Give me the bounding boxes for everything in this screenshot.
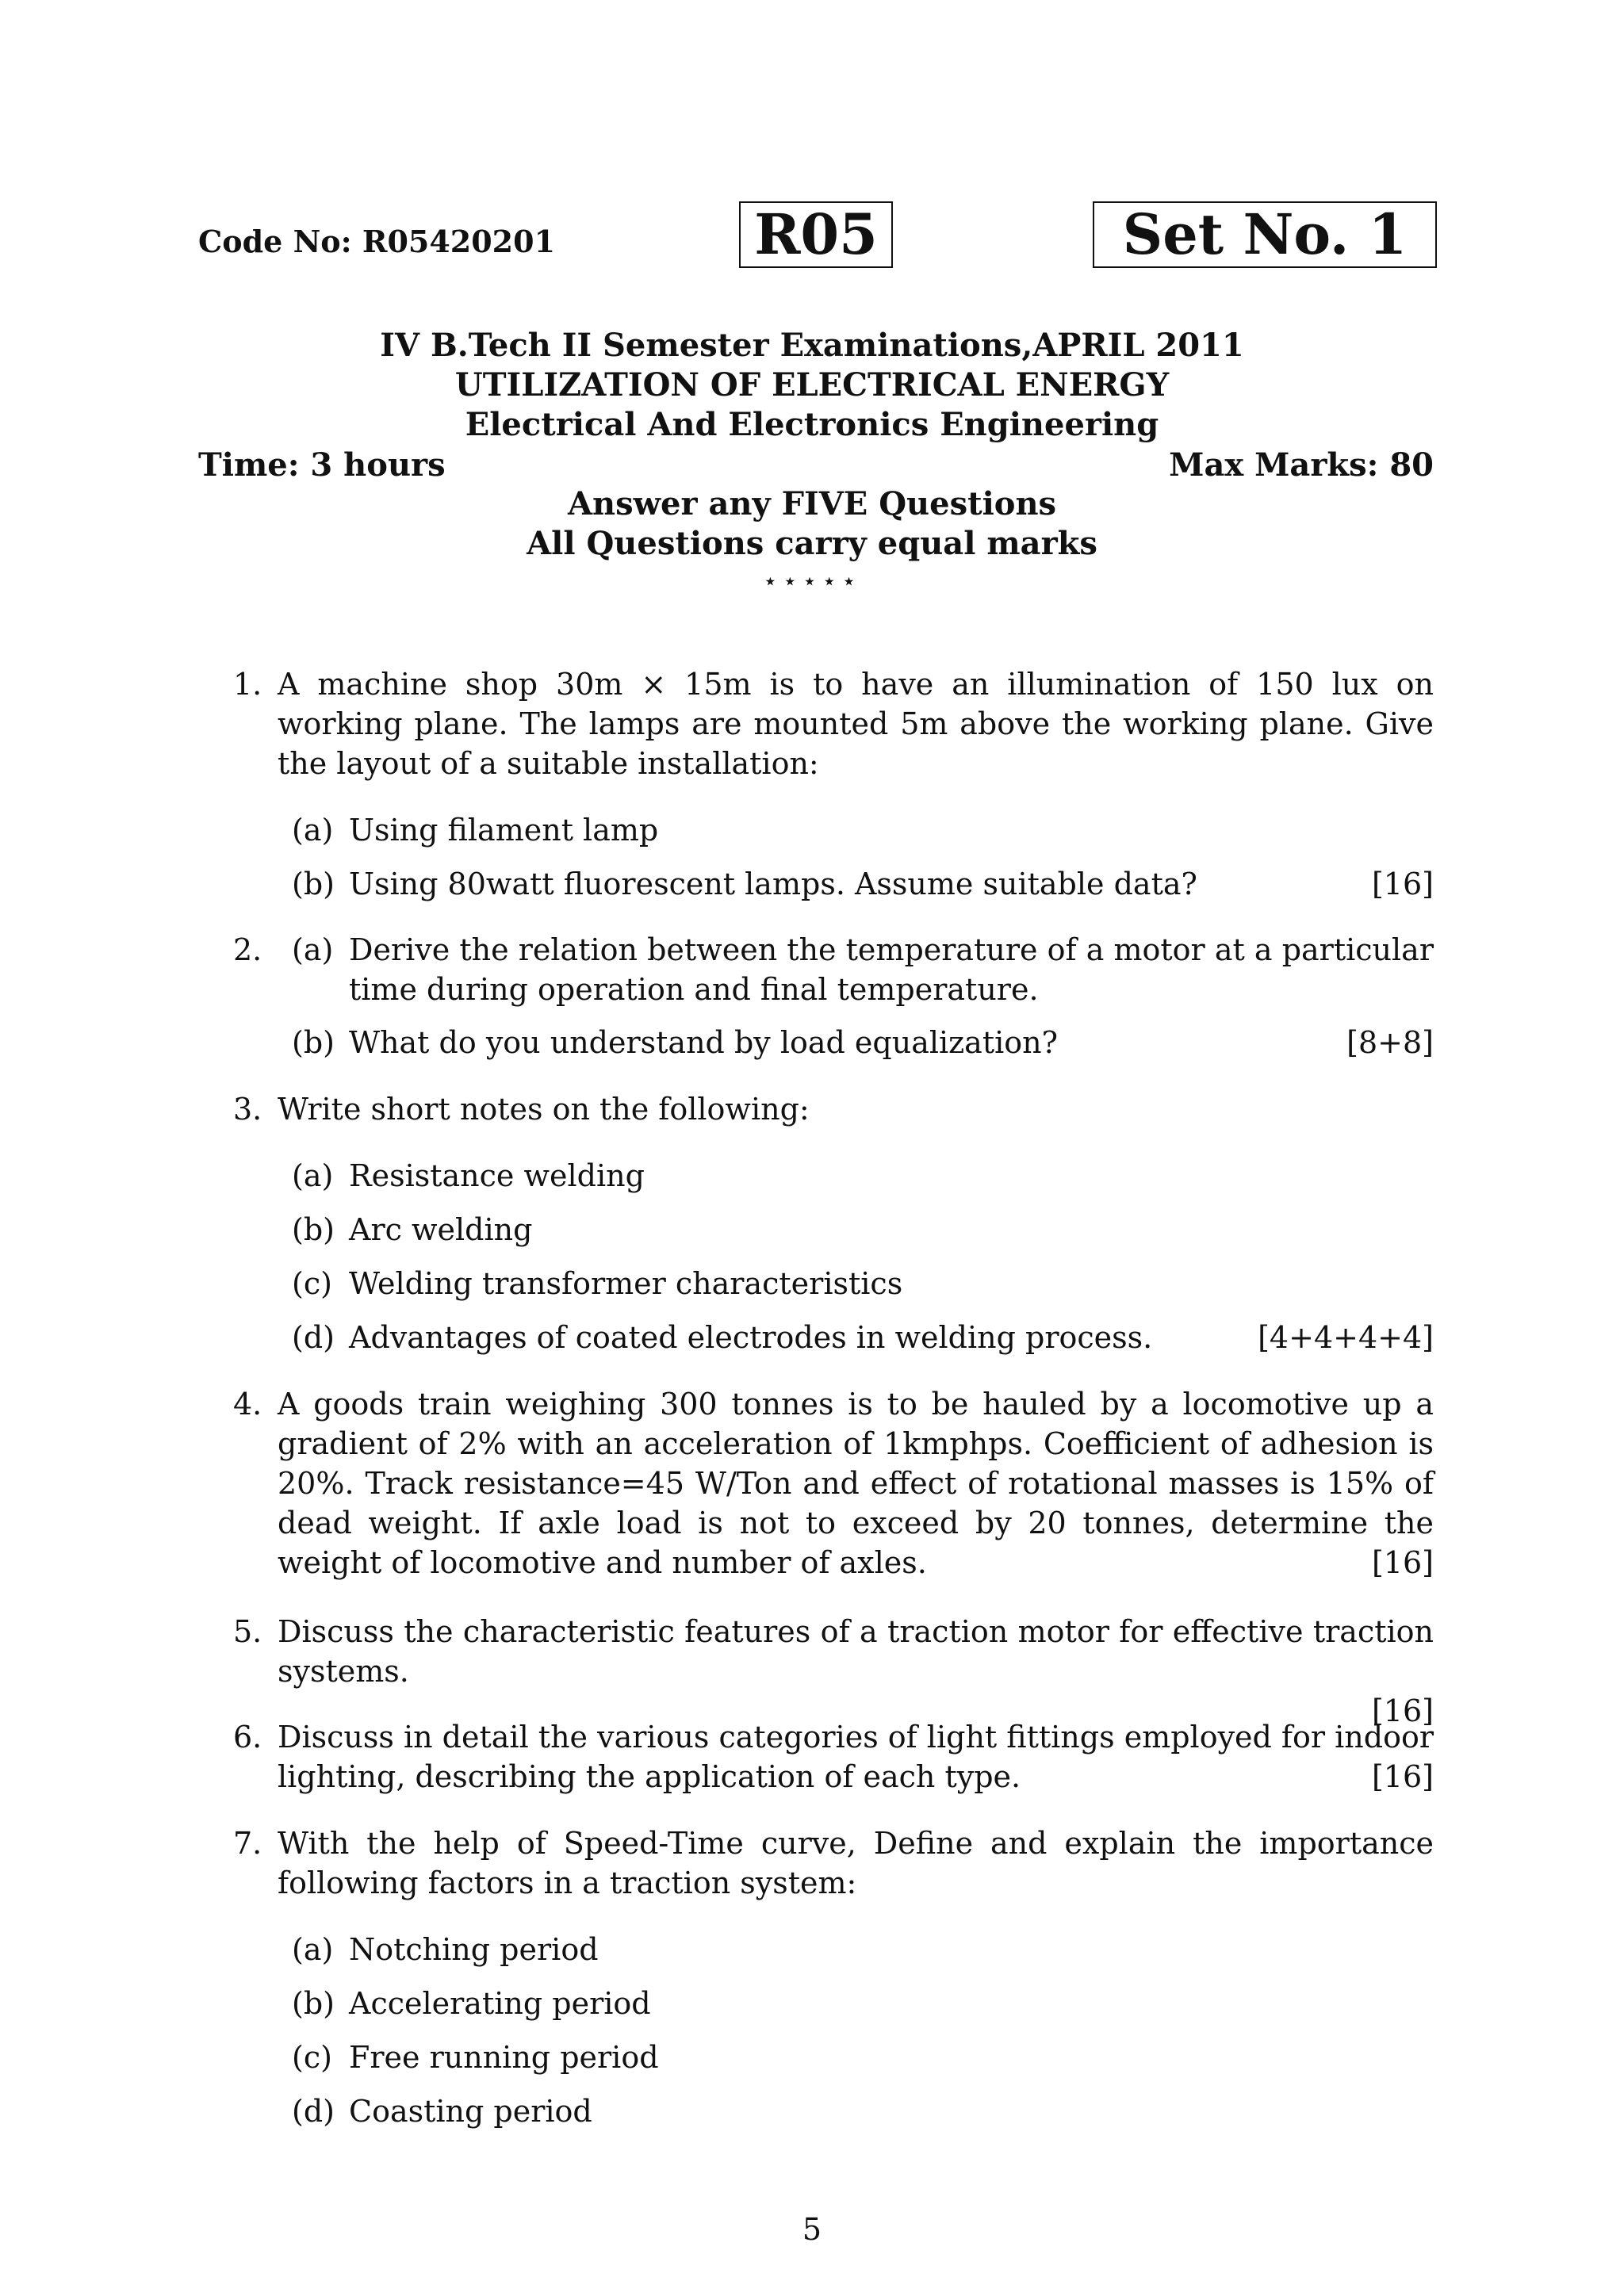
exam-title: IV B.Tech II Semester Examinations,APRIL 2011 (380, 327, 1244, 364)
question-7 (233, 1823, 1434, 1903)
part-text: Using 80watt fluorescent lamps. Assume suitable data? (349, 867, 1197, 901)
part-label: (a) (292, 1158, 334, 1193)
question-1-part-b (292, 864, 1434, 904)
time-allowed: Time: 3 hours (198, 446, 446, 484)
part-text: Resistance welding (349, 1158, 645, 1193)
instruction-answer: Answer any FIVE Questions (567, 485, 1057, 522)
question-5 (233, 1612, 1434, 1731)
question-text: With the help of Speed-Time curve, Define and explain the importance following factors in a traction system: (278, 1826, 1434, 1900)
question-2-part-b (292, 1023, 1434, 1062)
question-3-part-a (292, 1156, 1434, 1196)
question-1 (233, 664, 1434, 783)
marks-label: [16] (1371, 867, 1434, 901)
question-number: 4. (233, 1387, 262, 1422)
set-number-box: Set No. 1 (1093, 201, 1437, 268)
question-text: A goods train weighing 300 tonnes is to be hauled by a locomotive up a gradient of 2% with an acceleration of 1kmphps. Coefficient of adhesion is 20%. Track resistance=45 W/Ton and effect of rotational masses is 15% of dead weight. If axle load is not to exceed by 20 tonnes, determine the weight of locomotive and number of axles. (278, 1387, 1434, 1580)
part-label: (a) (292, 1932, 334, 1967)
branch-title: Electrical And Electronics Engineering (465, 406, 1159, 443)
part-text: Notching period (349, 1932, 599, 1967)
part-text: What do you understand by load equalization? (349, 1025, 1058, 1060)
question-text: Discuss the characteristic features of a traction motor for effective traction systems. (278, 1614, 1434, 1689)
question-1-part-a (292, 810, 1434, 850)
max-marks: Max Marks: 80 (1169, 446, 1434, 484)
part-label: (a) (292, 813, 334, 848)
question-3-part-b (292, 1210, 1434, 1249)
question-2-part-a (292, 930, 1434, 1009)
question-text: Discuss in detail the various categories of light fittings employed for indoor lighting, describing the application of each type. (278, 1720, 1434, 1794)
marks-label: [16] (1371, 1759, 1434, 1794)
question-number: 5. (233, 1614, 262, 1649)
question-number: 7. (233, 1826, 262, 1861)
star-divider: ⋆⋆⋆⋆⋆ (763, 568, 861, 595)
part-text: Arc welding (349, 1212, 533, 1247)
part-text: Welding transformer characteristics (349, 1266, 903, 1301)
question-text: Write short notes on the following: (278, 1092, 810, 1127)
question-text: A machine shop 30m × 15m is to have an illumination of 150 lux on working plane. The lamps are mounted 5m above the working plane. Give the layout of a suitable installation: (278, 667, 1434, 781)
question-4 (233, 1384, 1434, 1582)
part-text: Free running period (349, 2040, 659, 2075)
part-label: (c) (292, 2040, 332, 2075)
part-text: Coasting period (349, 2094, 592, 2129)
part-label: (d) (292, 2094, 335, 2129)
part-text: Advantages of coated electrodes in welding process. (349, 1320, 1153, 1355)
page-number: 5 (802, 2212, 822, 2247)
code-number: Code No: R05420201 (198, 224, 556, 259)
question-number: 6. (233, 1720, 262, 1755)
question-7-part-a (292, 1930, 1434, 1969)
part-label: (b) (292, 1986, 335, 2021)
part-text: Accelerating period (349, 1986, 651, 2021)
question-number: 2. (233, 932, 262, 967)
question-7-part-b (292, 1984, 1434, 2023)
part-text: Using filament lamp (349, 813, 659, 848)
instruction-marks: All Questions carry equal marks (527, 525, 1097, 562)
question-number: 1. (233, 667, 262, 702)
marks-label: [16] (1371, 1693, 1434, 1728)
part-label: (d) (292, 1320, 335, 1355)
marks-label: [4+4+4+4] (1258, 1320, 1434, 1355)
subject-title: UTILIZATION OF ELECTRICAL ENERGY (454, 366, 1170, 404)
question-7-part-c (292, 2038, 1434, 2077)
part-label: (a) (292, 932, 334, 967)
part-label: (b) (292, 1025, 335, 1060)
question-7-part-d (292, 2091, 1434, 2131)
part-label: (b) (292, 867, 335, 901)
marks-label: [16] (1371, 1545, 1434, 1580)
part-label: (c) (292, 1266, 332, 1301)
question-3-part-c (292, 1264, 1434, 1303)
part-label: (b) (292, 1212, 335, 1247)
regulation-box: R05 (739, 201, 893, 268)
question-3-part-d (292, 1318, 1434, 1357)
question-3 (233, 1089, 1434, 1129)
part-text: Derive the relation between the temperature of a motor at a particular time during operation and final temperature. (349, 932, 1434, 1007)
question-6 (233, 1717, 1434, 1797)
marks-label: [8+8] (1346, 1025, 1434, 1060)
question-number: 3. (233, 1092, 262, 1127)
